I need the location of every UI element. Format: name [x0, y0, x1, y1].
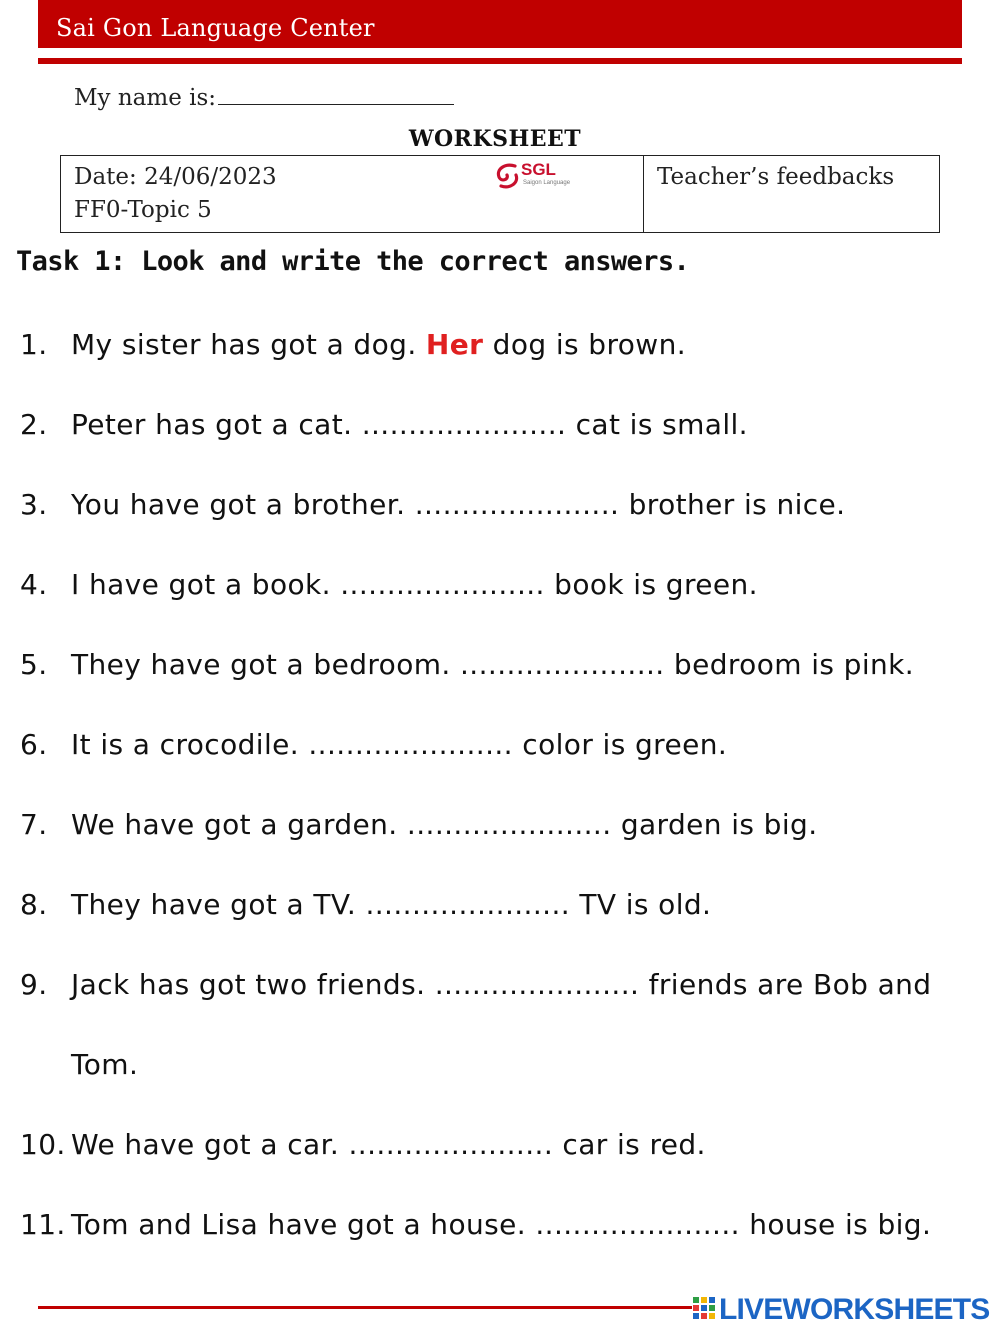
item-text[interactable]: It is a crocodile. ...................... color is green. [71, 728, 728, 761]
item-number: 9. [20, 968, 48, 1001]
item-text[interactable]: Jack has got two friends. ...................... friends are Bob and [71, 968, 932, 1001]
item-number: 6. [20, 728, 48, 761]
header-band [38, 0, 962, 48]
item-number: 8. [20, 888, 48, 921]
item-number: 5. [20, 648, 48, 681]
item-text-continuation: Tom. [71, 1048, 139, 1081]
item-text-after: dog is brown. [483, 328, 687, 361]
item-text[interactable]: I have got a book. ...................... book is green. [71, 568, 758, 601]
watermark-text: LIVEWORKSHEETS [719, 1293, 990, 1326]
logo-subtext: Saigon Language [523, 180, 571, 186]
item-text[interactable]: You have got a brother. ...................... brother is nice. [71, 488, 846, 521]
item-text [71, 328, 686, 361]
header-title: Sai Gon Language Center [56, 14, 375, 42]
item-number: 4. [20, 568, 48, 601]
name-line [74, 84, 454, 111]
item-text[interactable]: We have got a car. ...................... car is red. [71, 1128, 706, 1161]
item-text[interactable]: Peter has got a cat. ...................... cat is small. [71, 408, 748, 441]
item-text[interactable]: They have got a TV. ...................... TV is old. [71, 888, 712, 921]
item-number: 11. [20, 1208, 66, 1241]
item-text-before: My sister has got a dog. [71, 328, 426, 361]
item-number: 7. [20, 808, 48, 841]
date-text: Date: 24/06/2023 [74, 164, 277, 190]
info-left-cell [61, 156, 644, 232]
example-answer: Her [425, 328, 484, 361]
item-number: 3. [20, 488, 48, 521]
info-box [60, 155, 940, 233]
topic-text: FF0-Topic 5 [74, 197, 212, 223]
item-number: 1. [20, 328, 48, 361]
liveworksheets-watermark [692, 1291, 992, 1327]
sgl-logo-icon [493, 160, 523, 192]
liveworksheets-logo-icon [692, 1296, 716, 1320]
item-text[interactable]: Tom and Lisa have got a house. ...................... house is big. [71, 1208, 932, 1241]
item-text[interactable]: They have got a bedroom. ...................... bedroom is pink. [71, 648, 915, 681]
task-heading: Task 1: Look and write the correct answers. [16, 246, 690, 277]
logo-text: SGL [521, 160, 556, 179]
teacher-feedback-label: Teacher’s feedbacks [657, 164, 895, 190]
sgl-logo [493, 160, 585, 192]
item-number: 2. [20, 408, 48, 441]
name-blank-field[interactable] [218, 84, 454, 105]
worksheet-title: WORKSHEET [408, 126, 582, 152]
item-text[interactable]: We have got a garden. ...................... garden is big. [71, 808, 818, 841]
header-divider [38, 58, 962, 64]
name-label: My name is: [74, 85, 217, 111]
item-number: 10. [20, 1128, 66, 1161]
